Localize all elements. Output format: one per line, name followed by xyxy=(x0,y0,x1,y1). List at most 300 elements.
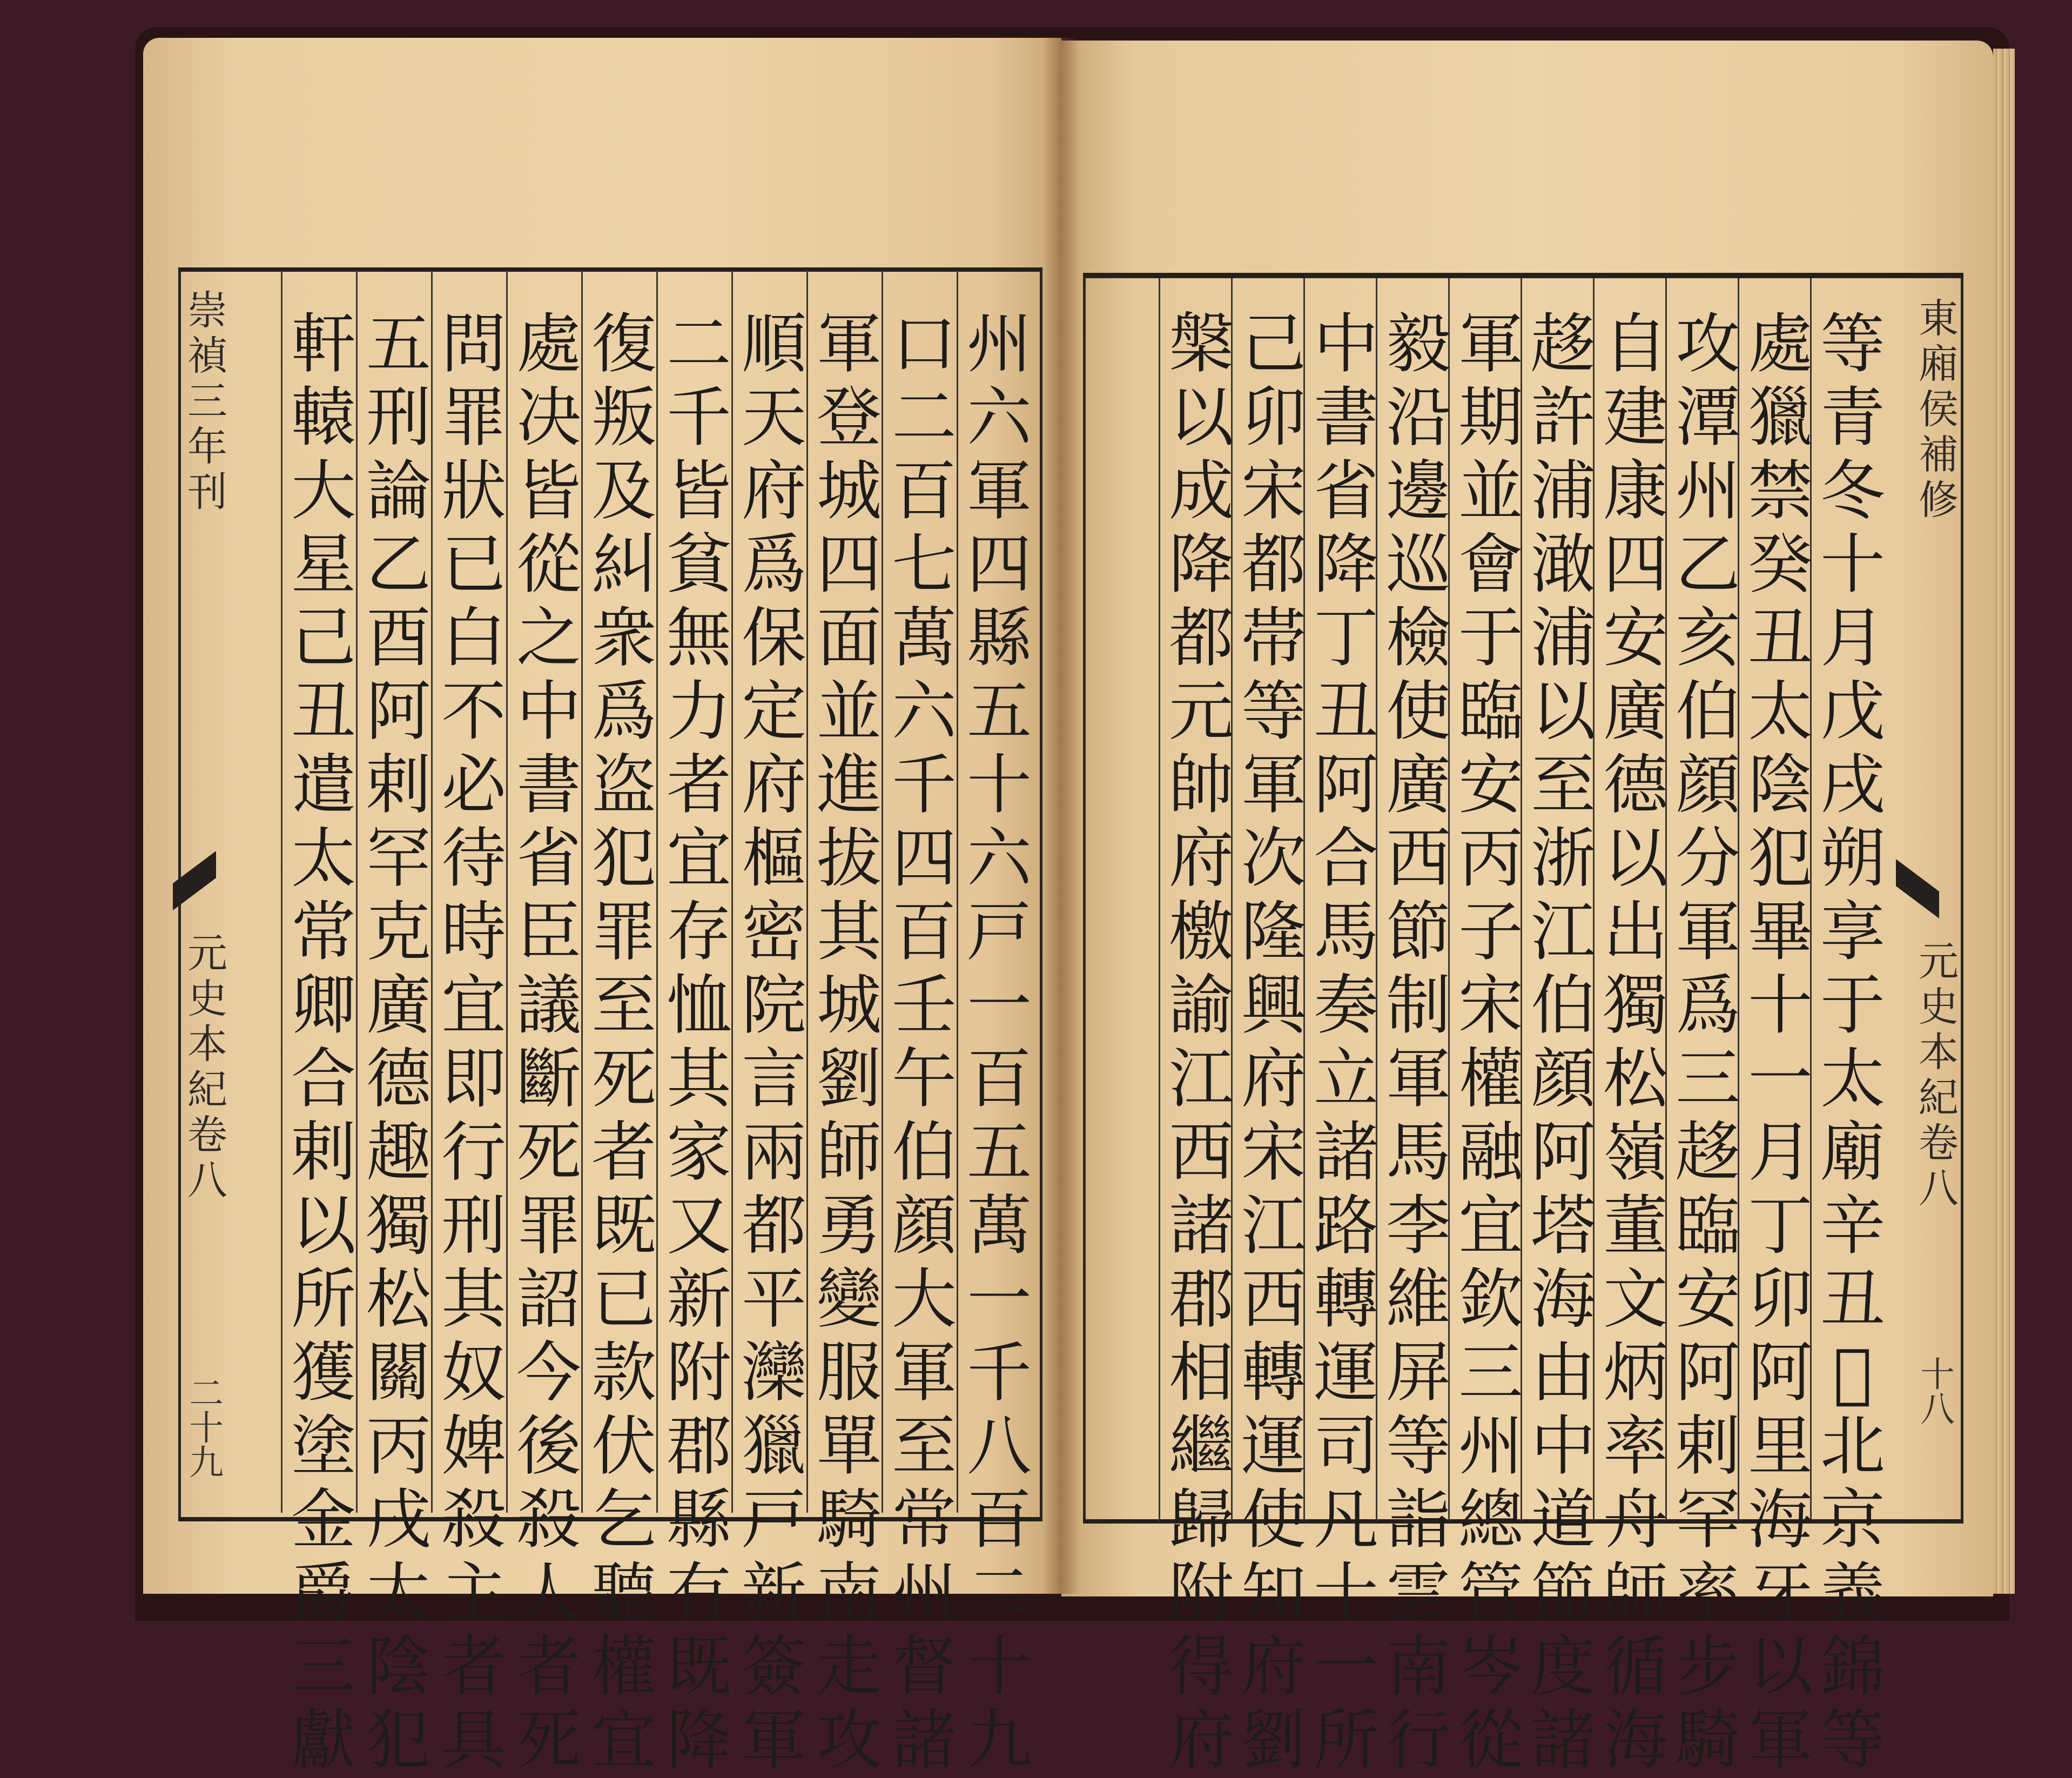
glyph: 相 xyxy=(1169,1336,1234,1411)
glyph: 又 xyxy=(667,1189,731,1264)
glyph: 次 xyxy=(1241,821,1306,896)
glyph: 中 xyxy=(1531,1409,1596,1484)
glyph: 常 xyxy=(291,895,356,970)
glyph: 十 xyxy=(1314,1556,1378,1631)
glyph: 立 xyxy=(1314,1042,1378,1117)
glyph: 至 xyxy=(591,968,656,1043)
glyph: 三 xyxy=(1458,1336,1523,1411)
glyph: 攻 xyxy=(817,1703,882,1778)
glyph: 節 xyxy=(1386,895,1451,970)
glyph: 邊 xyxy=(1386,454,1451,529)
glyph: 宋 xyxy=(1458,968,1523,1043)
glyph: 己 xyxy=(1241,307,1306,382)
glyph: 叛 xyxy=(591,380,656,455)
glyph: 其 xyxy=(667,1042,731,1117)
glyph: 以 xyxy=(1748,1629,1813,1705)
glyph: 董 xyxy=(1603,1189,1668,1264)
glyph: 郡 xyxy=(667,1409,731,1484)
glyph: 簽 xyxy=(742,1629,806,1705)
glyph: 並 xyxy=(817,674,882,749)
glyph: 期 xyxy=(1458,380,1523,455)
glyph: 樞 xyxy=(742,821,806,896)
glyph: 降 xyxy=(667,1703,731,1778)
glyph: 諸 xyxy=(1169,1189,1234,1264)
glyph: 雲 xyxy=(1386,1556,1451,1631)
glyph: 縣 xyxy=(967,601,1032,676)
left-column xyxy=(959,308,1040,1777)
glyph: 即 xyxy=(441,1042,506,1117)
right-column xyxy=(1161,308,1242,1777)
glyph: 顔 xyxy=(1676,748,1740,823)
glyph: 省 xyxy=(1314,454,1378,529)
glyph: 攻 xyxy=(1676,307,1740,382)
glyph: 中 xyxy=(1314,307,1378,382)
glyph: 馬 xyxy=(1314,895,1378,970)
glyph: 出 xyxy=(1603,895,1668,970)
glyph: 道 xyxy=(1531,1482,1596,1558)
glyph: 西 xyxy=(1386,821,1451,896)
glyph: 議 xyxy=(516,968,581,1043)
glyph: 康 xyxy=(1603,454,1668,529)
glyph: 制 xyxy=(1386,968,1451,1043)
glyph: 宜 xyxy=(667,821,731,896)
glyph: 府 xyxy=(1169,1703,1234,1778)
glyph: 既 xyxy=(591,1189,656,1264)
glyph: 已 xyxy=(591,1262,656,1337)
right-column xyxy=(1306,308,1387,1777)
glyph: 十 xyxy=(967,1629,1032,1705)
glyph: 院 xyxy=(742,968,806,1043)
glyph: 伯 xyxy=(892,1115,957,1190)
glyph: 檄 xyxy=(1169,895,1234,970)
glyph: 都 xyxy=(1241,527,1306,602)
right-column xyxy=(1667,308,1748,1777)
glyph: 𢑴 xyxy=(1833,1336,1872,1411)
glyph: 及 xyxy=(591,454,656,529)
glyph: 人 xyxy=(516,1556,581,1631)
glyph: 壬 xyxy=(892,968,957,1043)
glyph: 死 xyxy=(516,1703,581,1778)
glyph: 劉 xyxy=(1241,1703,1306,1778)
left-column xyxy=(809,308,890,1777)
glyph: 卯 xyxy=(1241,380,1306,455)
glyph: 府 xyxy=(1241,1042,1306,1117)
glyph: 使 xyxy=(1386,674,1451,749)
glyph: 剌 xyxy=(291,1115,356,1190)
glyph: 分 xyxy=(1676,821,1740,896)
glyph: 軍 xyxy=(1386,1042,1451,1117)
glyph: 帯 xyxy=(1241,601,1306,676)
glyph: 金 xyxy=(291,1482,356,1558)
glyph: 之 xyxy=(516,601,581,676)
glyph: 丁 xyxy=(1748,1189,1813,1264)
glyph: 款 xyxy=(591,1336,656,1411)
glyph: 面 xyxy=(817,601,882,676)
glyph: 十 xyxy=(1820,527,1885,602)
glyph: 千 xyxy=(967,1336,1032,1411)
glyph: 其 xyxy=(817,895,882,970)
glyph: 剌 xyxy=(366,748,431,823)
glyph: 融 xyxy=(1458,1115,1523,1190)
glyph: 享 xyxy=(1820,895,1885,970)
glyph: 度 xyxy=(1531,1629,1596,1705)
glyph: 百 xyxy=(967,1482,1032,1558)
glyph: 府 xyxy=(742,748,806,823)
glyph: 隆 xyxy=(1241,895,1306,970)
glyph: 問 xyxy=(441,307,506,382)
glyph: 新 xyxy=(742,1556,806,1631)
glyph: 己 xyxy=(291,601,356,676)
glyph: 盗 xyxy=(591,748,656,823)
glyph: 具 xyxy=(441,1703,506,1778)
glyph: 阿 xyxy=(1748,1336,1813,1411)
glyph: 等 xyxy=(1820,1703,1885,1778)
glyph: 舟 xyxy=(1603,1482,1668,1558)
glyph: 丑 xyxy=(1314,674,1378,749)
glyph: 騎 xyxy=(1676,1703,1740,1778)
glyph: 等 xyxy=(1820,307,1885,382)
glyph: 宜 xyxy=(1458,1189,1523,1264)
glyph: 卿 xyxy=(291,968,356,1043)
glyph: 戊 xyxy=(1820,674,1885,749)
glyph: 以 xyxy=(1531,674,1596,749)
glyph: 卯 xyxy=(1748,1262,1813,1337)
glyph: 都 xyxy=(1169,601,1234,676)
glyph: 八 xyxy=(967,1409,1032,1484)
glyph: 降 xyxy=(1314,527,1378,602)
glyph: 罕 xyxy=(1676,1482,1740,1558)
glyph: 萬 xyxy=(967,1189,1032,1264)
right-column xyxy=(1378,308,1459,1777)
glyph: 四 xyxy=(1603,527,1668,602)
glyph: 獻 xyxy=(291,1703,356,1778)
glyph: 遣 xyxy=(291,748,356,823)
glyph: 太 xyxy=(291,821,356,896)
glyph: 狀 xyxy=(441,454,506,529)
glyph: 畢 xyxy=(1748,895,1813,970)
glyph: 廟 xyxy=(1820,1115,1885,1190)
glyph: 既 xyxy=(667,1629,731,1705)
glyph: 時 xyxy=(441,895,506,970)
glyph: 太 xyxy=(1748,674,1813,749)
glyph: 行 xyxy=(1386,1703,1451,1778)
glyph: 凡 xyxy=(1314,1482,1378,1558)
glyph: 潭 xyxy=(1676,380,1740,455)
glyph: 六 xyxy=(892,674,957,749)
glyph: 安 xyxy=(1458,748,1523,823)
glyph: 罕 xyxy=(366,821,431,896)
glyph: 獲 xyxy=(291,1336,356,1411)
glyph: 聽 xyxy=(591,1556,656,1631)
glyph: 爵 xyxy=(291,1556,356,1631)
glyph: 澉 xyxy=(1531,527,1596,602)
right-column xyxy=(1812,308,1893,1777)
glyph: 至 xyxy=(1531,748,1596,823)
left-frame-top-rule xyxy=(178,267,1042,272)
glyph: 等 xyxy=(1241,674,1306,749)
glyph: 諸 xyxy=(1314,1115,1378,1190)
left-column xyxy=(658,308,739,1777)
glyph: 順 xyxy=(742,307,806,382)
glyph: 處 xyxy=(516,307,581,382)
glyph: 臨 xyxy=(1676,1189,1740,1264)
glyph: 進 xyxy=(817,748,882,823)
glyph: 城 xyxy=(817,968,882,1043)
glyph: 浦 xyxy=(1531,601,1596,676)
glyph: 奴 xyxy=(441,1336,506,1411)
glyph: 十 xyxy=(967,748,1032,823)
glyph: 關 xyxy=(366,1336,431,1411)
glyph: 三 xyxy=(291,1629,356,1705)
glyph: 犯 xyxy=(1748,821,1813,896)
glyph: 糾 xyxy=(591,527,656,602)
glyph: 安 xyxy=(1676,1262,1740,1337)
glyph: 城 xyxy=(817,454,882,529)
fish-tail-mark-icon xyxy=(1896,859,1939,918)
glyph: 丙 xyxy=(1458,821,1523,896)
glyph: 一 xyxy=(967,1262,1032,1337)
glyph: 二 xyxy=(892,380,957,455)
glyph: 顔 xyxy=(892,1189,957,1264)
glyph: 復 xyxy=(591,307,656,382)
glyph: 得 xyxy=(1169,1629,1234,1705)
glyph: 伏 xyxy=(591,1409,656,1484)
glyph: 江 xyxy=(1169,1042,1234,1117)
glyph: 督 xyxy=(892,1629,957,1705)
glyph: 恤 xyxy=(667,968,731,1043)
glyph: 大 xyxy=(291,454,356,529)
glyph: 不 xyxy=(441,674,506,749)
glyph: 北 xyxy=(1820,1409,1885,1484)
right-column xyxy=(1523,308,1604,1777)
glyph: 子 xyxy=(1458,895,1523,970)
glyph: 殺 xyxy=(516,1482,581,1558)
glyph: 節 xyxy=(1531,1556,1596,1631)
glyph: 海 xyxy=(1603,1703,1668,1778)
right-frame-top-rule xyxy=(1083,273,1963,277)
glyph: 轅 xyxy=(291,380,356,455)
right-column xyxy=(1740,308,1821,1777)
glyph: 刑 xyxy=(366,380,431,455)
left-spine-bottom: 元史本紀卷八 xyxy=(181,932,227,1204)
glyph: 大 xyxy=(892,1262,957,1337)
glyph: 貧 xyxy=(667,527,731,602)
glyph: 廣 xyxy=(1386,748,1451,823)
glyph: 義 xyxy=(1820,1556,1885,1631)
glyph: 月 xyxy=(1748,1115,1813,1190)
left-column xyxy=(283,308,364,1777)
glyph: 炳 xyxy=(1603,1336,1668,1411)
glyph: 走 xyxy=(817,1629,882,1705)
glyph: 巡 xyxy=(1386,527,1451,602)
glyph: 州 xyxy=(1676,454,1740,529)
glyph: 今 xyxy=(516,1336,581,1411)
glyph: 戌 xyxy=(366,1482,431,1558)
glyph: 者 xyxy=(516,1629,581,1705)
right-spine-strip xyxy=(1896,276,1966,1524)
glyph: 六 xyxy=(967,380,1032,455)
glyph: 爲 xyxy=(1676,968,1740,1043)
glyph: 乙 xyxy=(366,527,431,602)
glyph: 附 xyxy=(1169,1556,1234,1631)
glyph: 四 xyxy=(967,527,1032,602)
glyph: 阿 xyxy=(1531,1115,1596,1190)
glyph: 管 xyxy=(1458,1556,1523,1631)
glyph: 以 xyxy=(1603,821,1668,896)
glyph: 爲 xyxy=(742,527,806,602)
glyph: 白 xyxy=(441,601,506,676)
glyph: 丁 xyxy=(1314,601,1378,676)
glyph: 萬 xyxy=(892,601,957,676)
glyph: 密 xyxy=(742,895,806,970)
glyph: 趍 xyxy=(1531,307,1596,382)
glyph: 奏 xyxy=(1314,968,1378,1043)
left-column xyxy=(508,308,589,1777)
glyph: 軍 xyxy=(1458,307,1523,382)
glyph: 皆 xyxy=(516,454,581,529)
glyph: 五 xyxy=(967,674,1032,749)
glyph: 塔 xyxy=(1531,1189,1596,1264)
glyph: 趍 xyxy=(1676,1115,1740,1190)
glyph: 獵 xyxy=(1748,380,1813,455)
glyph: 酉 xyxy=(366,601,431,676)
glyph: 南 xyxy=(1386,1629,1451,1705)
glyph: 丑 xyxy=(1820,1262,1885,1337)
left-column xyxy=(358,308,439,1777)
glyph: 安 xyxy=(1603,601,1668,676)
glyph: 德 xyxy=(366,1042,431,1117)
glyph: 戌 xyxy=(1820,748,1885,823)
glyph: 宜 xyxy=(591,1703,656,1778)
glyph: 獨 xyxy=(366,1189,431,1264)
glyph: 斷 xyxy=(516,1042,581,1117)
glyph: 常 xyxy=(892,1482,957,1558)
glyph: 京 xyxy=(1820,1482,1885,1558)
glyph: 四 xyxy=(817,527,882,602)
glyph: 文 xyxy=(1603,1262,1668,1337)
glyph: 檢 xyxy=(1386,601,1451,676)
glyph: 元 xyxy=(1169,674,1234,749)
glyph: 死 xyxy=(591,1042,656,1117)
glyph: 從 xyxy=(1458,1703,1523,1778)
glyph: 諸 xyxy=(1531,1703,1596,1778)
glyph: 决 xyxy=(516,380,581,455)
glyph: 者 xyxy=(591,1115,656,1190)
glyph: 家 xyxy=(667,1115,731,1190)
glyph: 阿 xyxy=(366,674,431,749)
glyph: 刑 xyxy=(441,1189,506,1264)
glyph: 屏 xyxy=(1386,1336,1451,1411)
left-column xyxy=(884,308,965,1777)
glyph: 罪 xyxy=(516,1189,581,1264)
glyph: 變 xyxy=(817,1262,882,1337)
glyph: 二 xyxy=(967,1556,1032,1631)
glyph: 李 xyxy=(1386,1189,1451,1264)
glyph: 會 xyxy=(1458,527,1523,602)
glyph: 浦 xyxy=(1531,454,1596,529)
glyph: 陰 xyxy=(1748,748,1813,823)
glyph: 省 xyxy=(516,821,581,896)
glyph: 塗 xyxy=(291,1409,356,1484)
glyph: 冬 xyxy=(1820,454,1885,529)
glyph: 詔 xyxy=(516,1262,581,1337)
glyph: 率 xyxy=(1676,1556,1740,1631)
glyph: 爲 xyxy=(591,674,656,749)
glyph: 臨 xyxy=(1458,674,1523,749)
glyph: 太 xyxy=(366,1556,431,1631)
glyph: 軍 xyxy=(892,1336,957,1411)
glyph: 廣 xyxy=(1603,674,1668,749)
glyph: 成 xyxy=(1169,454,1234,529)
glyph: 運 xyxy=(1314,1336,1378,1411)
glyph: 言 xyxy=(742,1042,806,1117)
right-folio: 十八 xyxy=(1914,1356,1954,1425)
glyph: 岑 xyxy=(1458,1629,1523,1705)
glyph: 帥 xyxy=(1169,748,1234,823)
glyph: 降 xyxy=(1169,527,1234,602)
glyph: 諸 xyxy=(892,1703,957,1778)
glyph: 沿 xyxy=(1386,380,1451,455)
glyph: 軍 xyxy=(1748,1703,1813,1778)
glyph: 新 xyxy=(667,1262,731,1337)
glyph: 軍 xyxy=(1676,895,1740,970)
glyph: 登 xyxy=(817,380,882,455)
glyph: 其 xyxy=(441,1262,506,1337)
glyph: 二 xyxy=(667,307,731,382)
glyph: 郡 xyxy=(1169,1262,1234,1337)
glyph: 死 xyxy=(516,1115,581,1190)
glyph: 轉 xyxy=(1314,1262,1378,1337)
glyph: 亥 xyxy=(1676,601,1740,676)
glyph: 宜 xyxy=(441,968,506,1043)
fish-tail-mark-icon xyxy=(173,851,216,910)
column-rule xyxy=(1159,278,1160,1521)
glyph: 宋 xyxy=(1241,1115,1306,1190)
glyph: 江 xyxy=(1241,1189,1306,1264)
glyph: 百 xyxy=(892,895,957,970)
glyph: 陰 xyxy=(366,1629,431,1705)
glyph: 乙 xyxy=(1676,527,1740,602)
glyph: 待 xyxy=(441,821,506,896)
glyph: 主 xyxy=(441,1556,506,1631)
glyph: 服 xyxy=(817,1336,882,1411)
glyph: 獵 xyxy=(742,1409,806,1484)
glyph: 劉 xyxy=(817,1042,882,1117)
glyph: 五 xyxy=(967,1115,1032,1190)
glyph: 嶺 xyxy=(1603,1115,1668,1190)
glyph: 書 xyxy=(516,748,581,823)
glyph: 已 xyxy=(441,527,506,602)
glyph: 七 xyxy=(892,527,957,602)
glyph: 松 xyxy=(366,1262,431,1337)
glyph: 午 xyxy=(892,1042,957,1117)
column-rule xyxy=(281,270,282,1513)
glyph: 天 xyxy=(742,380,806,455)
glyph: 松 xyxy=(1603,1042,1668,1117)
glyph: 兩 xyxy=(742,1115,806,1190)
page-edges xyxy=(1993,49,2015,1594)
glyph: 平 xyxy=(742,1262,806,1337)
glyph: 軒 xyxy=(291,307,356,382)
glyph: 府 xyxy=(1169,821,1234,896)
glyph: 司 xyxy=(1314,1409,1378,1484)
left-column xyxy=(583,308,664,1777)
glyph: 江 xyxy=(1531,895,1596,970)
glyph: 處 xyxy=(1748,307,1813,382)
glyph: 等 xyxy=(1386,1409,1451,1484)
glyph: 自 xyxy=(1603,307,1668,382)
glyph: 者 xyxy=(667,748,731,823)
